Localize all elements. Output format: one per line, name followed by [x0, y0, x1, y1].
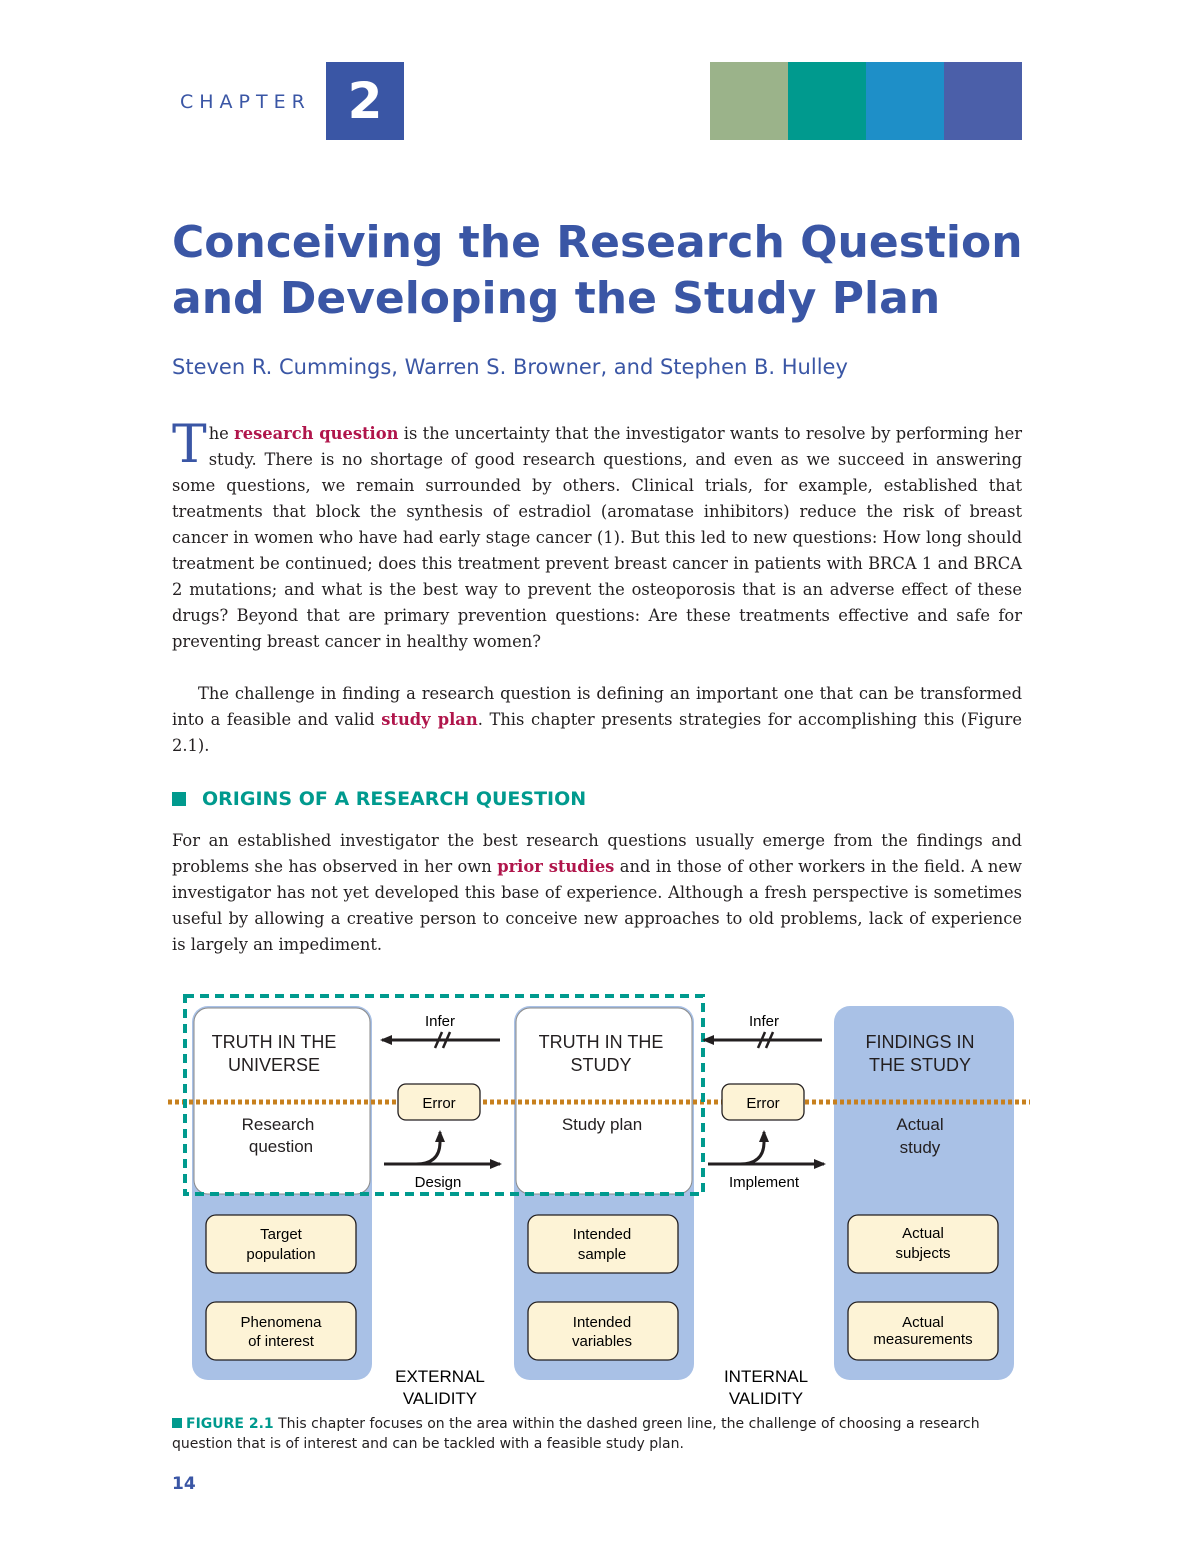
actual-subjects-1: Actual — [902, 1225, 944, 1242]
chapter-number-badge: 2 — [326, 62, 404, 140]
intro-p2-rest: . This chapter presents strategies for accomplishing this (Figure 2.1). — [172, 710, 1022, 755]
implement-label: Implement — [728, 1174, 800, 1191]
actual-subjects-box — [848, 1215, 998, 1273]
section-p-rest: and in those of other workers in the field. A new investigator has not yet developed this base of experience. Although a fresh perspective is sometimes useful by allowing a creative person to conceive new approaches to old problems, lack of experience is largely an impediment. — [172, 857, 1022, 954]
actual-measurements-1: Actual — [902, 1314, 944, 1331]
chapter-label: CHAPTER — [180, 91, 311, 113]
intro-paragraph-1 — [172, 415, 1023, 655]
phenomena-2: of interest — [248, 1333, 314, 1350]
intro-p1-rest: is the uncertainty that the investigator wants to resolve by performing her study. There is no shortage of good research questions, and even as we succeed in answering some questions, we remain surrounded by others. Clinical trials, for example, established that treatments that block the synthesis of estradiol (aromatase inhibitors) reduce the risk of breast cancer in women who have had early stage cancer (1). But this led to new questions: How long should treatment be continued; does this treatment prevent breast cancer in patients with BRCA 1 and BRCA 2 mutations; and what is the best way to prevent the osteoporosis that is an adverse effect of these drugs? Beyond that are primary prevention questions: Are these treatments effective and safe for preventing breast cancer in healthy women? — [172, 424, 1023, 651]
swatch-teal — [788, 62, 866, 140]
intended-sample-1: Intended — [572, 1226, 632, 1243]
figure-caption — [172, 1414, 1032, 1454]
intended-variables-box — [528, 1302, 678, 1360]
design-error-arrow — [416, 1132, 440, 1164]
error-label-2: Error — [746, 1095, 780, 1112]
error-label-1: Error — [422, 1095, 456, 1112]
external-validity-1: EXTERNAL — [395, 1367, 485, 1386]
chapter-title-line-1: Conceiving the Research Question — [172, 217, 1023, 268]
internal-validity-2: VALIDITY — [728, 1389, 804, 1408]
chapter-title-line-2: and Developing the Study Plan — [172, 273, 941, 324]
implement-error-arrow — [740, 1132, 764, 1164]
infer-label-2: Infer — [748, 1013, 780, 1030]
col2-title-2: STUDY — [570, 1055, 632, 1075]
intended-variables-1: Intended — [572, 1314, 632, 1331]
chapter-authors: Steven R. Cummings, Warren S. Browner, and Stephen B. Hulley — [172, 355, 848, 379]
key-term-study-plan: study plan — [381, 710, 478, 729]
section-bullet-icon — [172, 792, 186, 806]
swatch-sage — [710, 62, 788, 140]
intro-p1-start: he — [208, 424, 235, 443]
caption-bullet-icon — [172, 1418, 182, 1428]
col1-title-1: TRUTH IN THE — [211, 1032, 337, 1052]
caption-text: This chapter focuses on the area within the dashed green line, the challenge of choosing a research question that is of interest and can be tackled with a feasible study plan. — [172, 1416, 980, 1452]
target-population-box — [206, 1215, 356, 1273]
actual-subjects-2: subjects — [895, 1245, 951, 1262]
actual-measurements-2: measurements — [873, 1331, 973, 1348]
figure-diagram — [168, 990, 1038, 1410]
internal-validity-1: INTERNAL — [723, 1367, 809, 1386]
col1-title-2: UNIVERSE — [227, 1055, 321, 1075]
key-term-prior-studies: prior studies — [497, 857, 615, 876]
swatch-sky — [866, 62, 944, 140]
intro-p2-start: The challenge in finding a research question is defining an important one that can be transformed into a feasible and valid — [172, 684, 1022, 729]
swatch-indigo — [944, 62, 1022, 140]
target-population-2: population — [246, 1246, 316, 1263]
chapter-title — [172, 215, 1072, 327]
intended-sample-box — [528, 1215, 678, 1273]
infer-label-1: Infer — [424, 1013, 456, 1030]
col3-sub-1: Actual — [896, 1115, 944, 1134]
figure-2-1 — [168, 990, 1038, 1410]
page-number: 14 — [172, 1474, 196, 1494]
col3-title-2: THE STUDY — [868, 1055, 972, 1075]
col3-sub-2: study — [899, 1138, 941, 1157]
caption-label: FIGURE 2.1 — [186, 1416, 274, 1432]
intended-sample-2: sample — [577, 1246, 627, 1263]
key-term-research-question: research question — [234, 424, 399, 443]
col3-title-1: FINDINGS IN — [865, 1032, 975, 1052]
col2-title-1: TRUTH IN THE — [538, 1032, 664, 1052]
intro-paragraph-2 — [172, 681, 1022, 759]
section-heading — [172, 788, 586, 810]
external-validity-2: VALIDITY — [402, 1389, 478, 1408]
section-paragraph — [172, 828, 1022, 958]
intended-variables-2: variables — [571, 1333, 633, 1350]
section-heading-text: ORIGINS OF A RESEARCH QUESTION — [202, 788, 587, 810]
target-population-1: Target — [260, 1226, 302, 1243]
color-swatches — [710, 62, 1022, 140]
col1-sub-1: Research — [241, 1115, 315, 1134]
section-p-start: For an established investigator the best research questions usually emerge from the findings and problems she has observed in her own — [172, 831, 1022, 876]
phenomena-box — [206, 1302, 356, 1360]
drop-cap: T — [172, 415, 207, 475]
col1-sub-2: question — [248, 1137, 314, 1156]
design-label: Design — [414, 1174, 462, 1191]
col2-sub-1: Study plan — [561, 1115, 643, 1134]
phenomena-1: Phenomena — [240, 1314, 322, 1331]
